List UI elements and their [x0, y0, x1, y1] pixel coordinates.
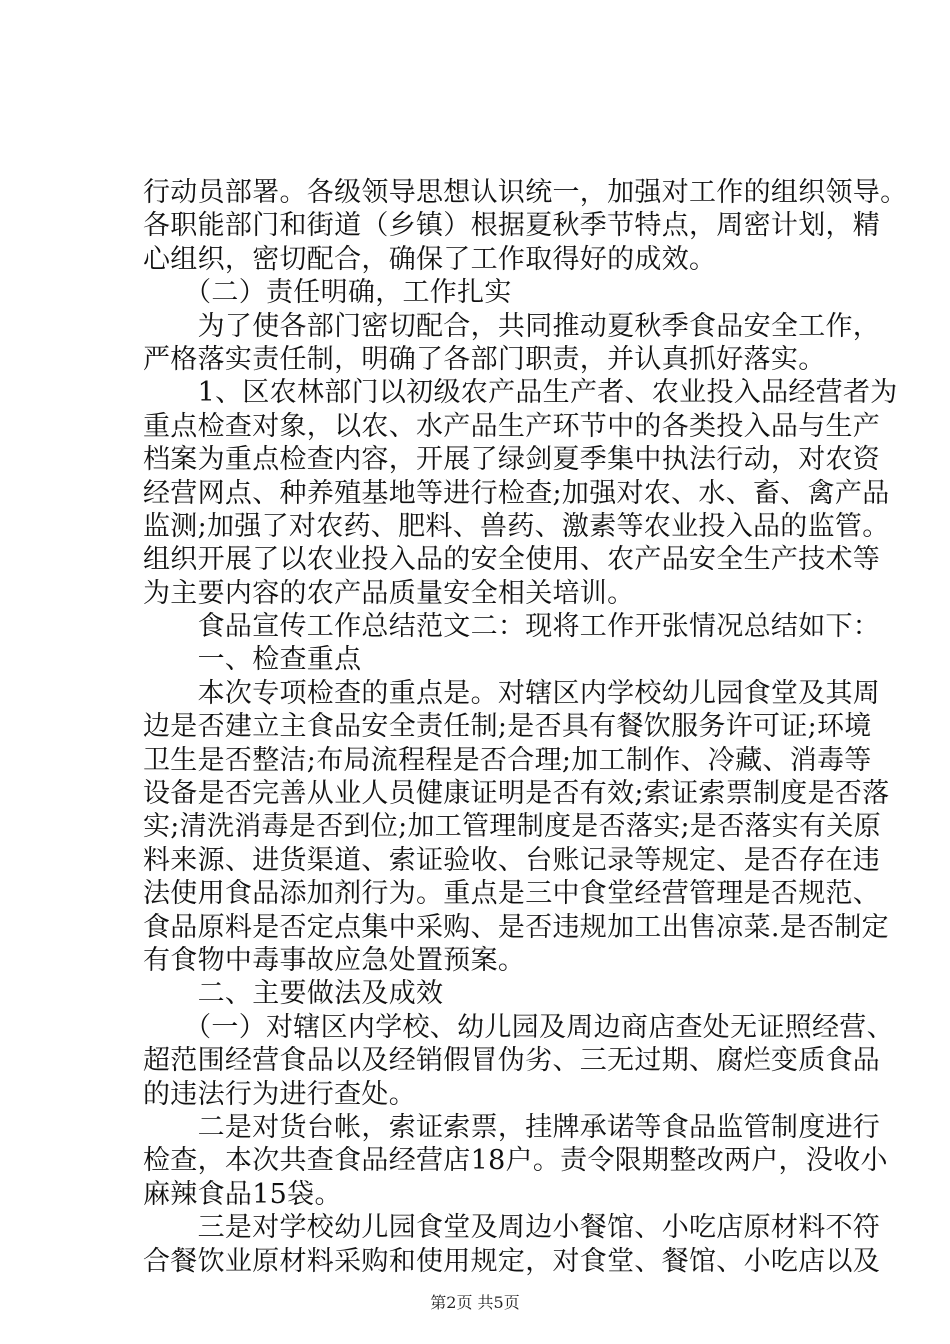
section-heading: （二）责任明确，工作扎实: [143, 277, 512, 309]
text-line: 监测;加强了对农药、肥料、兽药、激素等农业投入品的监管。: [143, 510, 890, 542]
text-line: 1、区农林部门以初级农产品生产者、农业投入品经营者为: [143, 377, 898, 409]
text-line: 三是对学校幼儿园食堂及周边小餐馆、小吃店原材料不符: [143, 1212, 881, 1244]
text-line: 行动员部署。各级领导思想认识统一，加强对工作的组织领导。: [143, 177, 908, 208]
section-heading: 二、主要做法及成效: [143, 978, 444, 1010]
text-line: 卫生是否整洁;布局流程程是否合理;加工制作、冷藏、消毒等: [143, 744, 872, 776]
text-line: 组织开展了以农业投入品的安全使用、农产品安全生产技术等: [143, 544, 881, 576]
text-line: 合餐饮业原材料采购和使用规定，对食堂、餐馆、小吃店以及: [143, 1245, 881, 1277]
text-line: 为主要内容的农产品质量安全相关培训。: [143, 577, 635, 609]
text-line: 设备是否完善从业人员健康证明是否有效;索证索票制度是否落: [143, 778, 890, 810]
text-line: 法使用食品添加剂行为。重点是三中食堂经营管理是否规范、: [143, 878, 881, 910]
text-line: 的违法行为进行查处。: [143, 1078, 416, 1110]
section-heading: 一、检查重点: [143, 644, 362, 676]
text-line: 边是否建立主食品安全责任制;是否具有餐饮服务许可证;环境: [143, 711, 872, 743]
text-line: 食品宣传工作总结范文二：现将工作开张情况总结如下：: [143, 611, 881, 643]
text-line: 心组织，密切配合，确保了工作取得好的成效。: [143, 243, 717, 275]
text-line: 检查，本次共查食品经营店18户。责令限期整改两户，没收小: [143, 1145, 888, 1177]
text-line: 经营网点、种养殖基地等进行检查;加强对农、水、畜、禽产品: [143, 477, 890, 509]
text-line: 料来源、进货渠道、索证验收、台账记录等规定、是否存在违: [143, 844, 881, 876]
text-line: 二是对货台帐，索证索票，挂牌承诺等食品监管制度进行: [143, 1111, 881, 1143]
text-line: 实;清洗消毒是否到位;加工管理制度是否落实;是否落实有关原: [143, 811, 881, 843]
text-line: 严格落实责任制，明确了各部门职责，并认真抓好落实。: [143, 343, 826, 375]
text-line: 麻辣食品15袋。: [143, 1178, 342, 1210]
text-line: 档案为重点检查内容，开展了绿剑夏季集中执法行动，对农资: [143, 444, 881, 476]
page-number-footer: 第2页 共5页: [430, 1293, 520, 1312]
text-line: 重点检查对象，以农、水产品生产环节中的各类投入品与生产: [143, 410, 881, 442]
text-line: 各职能部门和街道（乡镇）根据夏秋季节特点，周密计划，精: [143, 210, 881, 242]
text-line: 食品原料是否定点集中采购、是否违规加工出售凉菜.是否制定: [143, 911, 889, 943]
text-line: 本次专项检查的重点是。对辖区内学校幼儿园食堂及其周: [143, 677, 881, 709]
text-line: 超范围经营食品以及经销假冒伪劣、三无过期、腐烂变质食品: [143, 1045, 881, 1077]
text-line: （一）对辖区内学校、幼儿园及周边商店查处无证照经营、: [143, 1011, 894, 1043]
document-body: [143, 176, 908, 1278]
text-line: 为了使各部门密切配合，共同推动夏秋季食品安全工作，: [143, 310, 881, 342]
text-line: 有食物中毒事故应急处置预案。: [143, 944, 526, 976]
